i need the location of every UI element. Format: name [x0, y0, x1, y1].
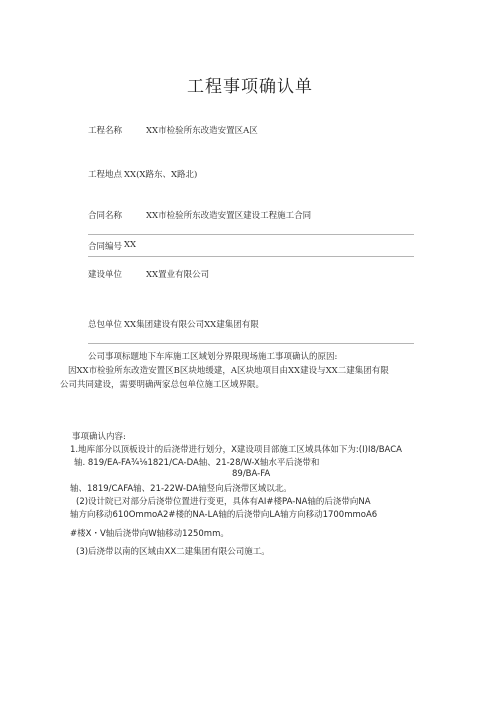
content-item-1-line: 轴. 819/EA-FA¾⅛1821/CA-DA轴、21-28/W-X轴水平后浇带和: [74, 458, 320, 468]
reason-line: 公司共同建设，需要明确两家总包单位施工区域界限。: [60, 380, 265, 390]
contractor-label: 总包单位: [88, 320, 123, 330]
page-title: 工程事项确认单: [187, 77, 313, 97]
owner-label: 建设单位: [88, 270, 123, 280]
owner-value: XX置业有限公司: [146, 270, 210, 280]
content-item-2: (2)设计院已对部分后浇带位置进行变更，具体有AI#楼PA-NA轴的后浇带向NA: [76, 497, 371, 507]
content-item-2-line: #楼X・V轴后浇带向W轴移动1250mm。: [70, 529, 229, 539]
content-item-1-line: 轴、1819/CAFA轴、21-22W-DA轴竖向后浇带区域以北。: [70, 484, 292, 494]
contract-name-value: XX市检验所东改造安置区建设工程施工合同: [146, 211, 312, 221]
contractor-value: XX集团建设有限公司XX建集团有限: [124, 320, 259, 330]
content-item-2-line: 轴方向移动610OmmoA2#楼的NA-LA轴的后浇带向LA轴方向移动1700mmoA6: [70, 510, 378, 520]
project-location-value: XX(X路东、X路北): [124, 170, 198, 180]
content-item-1: 1.地库部分以顶板设计的后浇带进行划分，X建设项目部施工区域具体如下为:(I)I8/BACA: [70, 445, 402, 455]
reason-line: 因XX市检验所东改造安置区B区块地缓建，A区块地项目由XX建设与XX二建集团有限: [68, 366, 389, 376]
contract-number-value: XX: [124, 240, 137, 250]
project-location-label: 工程地点: [88, 170, 123, 180]
content-item-1-line: 89/BA-FA: [232, 469, 271, 479]
content-item-3: (3)后浇带以南的区域由XX二建集团有限公司施工。: [76, 547, 270, 557]
contract-number-label: 合同编号: [88, 242, 123, 252]
content-heading: 事项确认内容:: [72, 432, 126, 442]
project-name-value: XX市检验所东改造安置区A区: [146, 126, 258, 136]
divider: [88, 234, 414, 235]
project-name-label: 工程名称: [88, 126, 123, 136]
reason-heading: 公司事项标题地下车库施工区域划分界限现场施工事项确认的原因:: [88, 352, 338, 362]
divider: [88, 256, 414, 257]
divider: [88, 343, 414, 344]
contract-name-label: 合同名称: [88, 211, 123, 221]
